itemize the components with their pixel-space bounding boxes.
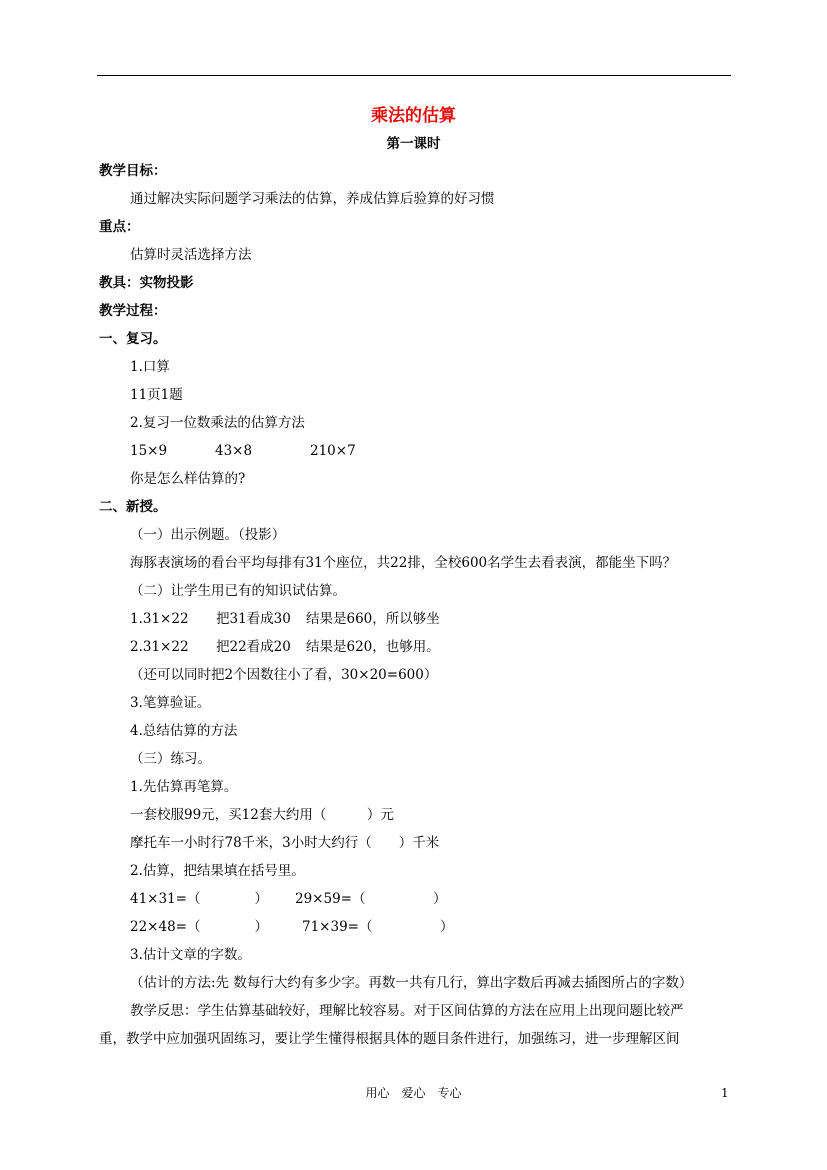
paragraph: 海豚表演场的看台平均每排有31个座位，共22排，全校600名学生去看表演，都能坐下吗？ (130, 555, 677, 571)
page-number: 1 (721, 1086, 729, 1100)
fill-item: 41×31=（ ） (130, 891, 268, 907)
paragraph: 2.估算，把结果填在括号里。 (130, 863, 305, 879)
paragraph: 一套校服99元，买12套大约用（ ）元 (130, 807, 394, 823)
section-review: 一、复习。 (99, 331, 167, 347)
paragraph: （二）让学生用已有的知识试估算。 (130, 583, 346, 599)
heading-teaching-goals: 教学目标： (99, 163, 167, 179)
document-subtitle: 第一课时 (386, 136, 441, 152)
paragraph: 3.估计文章的字数。 (130, 947, 251, 963)
heading-key-points: 重点： (99, 219, 140, 235)
fill-item: 22×48=（ ） (130, 919, 268, 935)
estimate-result: 结果是620，也够用。 (306, 639, 440, 655)
paragraph: 你是怎么样估算的? (130, 471, 246, 487)
estimate-method: 把22看成20 (216, 639, 291, 655)
document-title: 乘法的估算 (371, 106, 456, 126)
fill-item: 71×39=（ ） (302, 919, 454, 935)
paragraph: 4.总结估算的方法 (130, 723, 238, 739)
paragraph: （一）出示例题。（投影） (130, 527, 286, 543)
page-footer: 用心 爱心 专心 (365, 1086, 462, 1100)
paragraph: 通过解决实际问题学习乘法的估算，养成估算后验算的好习惯 (130, 191, 495, 207)
estimate-expression: 2.31×22 (130, 639, 189, 655)
expression: 210×7 (310, 443, 356, 459)
estimate-method: 把31看成30 (216, 611, 291, 627)
expression: 15×9 (130, 443, 168, 459)
paragraph: 3.笔算验证。 (130, 695, 211, 711)
paragraph: （三）练习。 (130, 751, 211, 767)
paragraph: 摩托车一小时行78千米，3小时大约行（ ）千米 (130, 835, 440, 851)
paragraph: （估计的方法:先 数每行大约有多少字。再数一共有几行，算出字数后再减去插图所占的字数） (130, 975, 693, 991)
estimate-result: 结果是660，所以够坐 (306, 611, 440, 627)
paragraph: （还可以同时把2个因数往小了看，30×20=600） (130, 667, 438, 683)
estimate-expression: 1.31×22 (130, 611, 189, 627)
section-new-lesson: 二、新授。 (99, 499, 167, 515)
expression: 43×8 (215, 443, 253, 459)
reflection-paragraph: 教学反思：学生估算基础较好，理解比较容易。对于区间估算的方法在应用上出现问题比较严 (130, 1003, 684, 1019)
paragraph: 2.复习一位数乘法的估算方法 (130, 415, 305, 431)
paragraph: 估算时灵活选择方法 (130, 247, 252, 263)
paragraph: 1.先估算再笔算。 (130, 779, 238, 795)
fill-item: 29×59=（ ） (295, 891, 447, 907)
paragraph: 11页1题 (130, 387, 183, 403)
heading-teaching-process: 教学过程： (99, 303, 167, 319)
heading-teaching-aids: 教具：实物投影 (99, 275, 194, 291)
reflection-paragraph: 重，教学中应加强巩固练习，要让学生懂得根据具体的题目条件进行，加强练习，进一步理解区间 (99, 1031, 680, 1047)
header-rule (97, 75, 731, 76)
paragraph: 1.口算 (130, 359, 170, 375)
